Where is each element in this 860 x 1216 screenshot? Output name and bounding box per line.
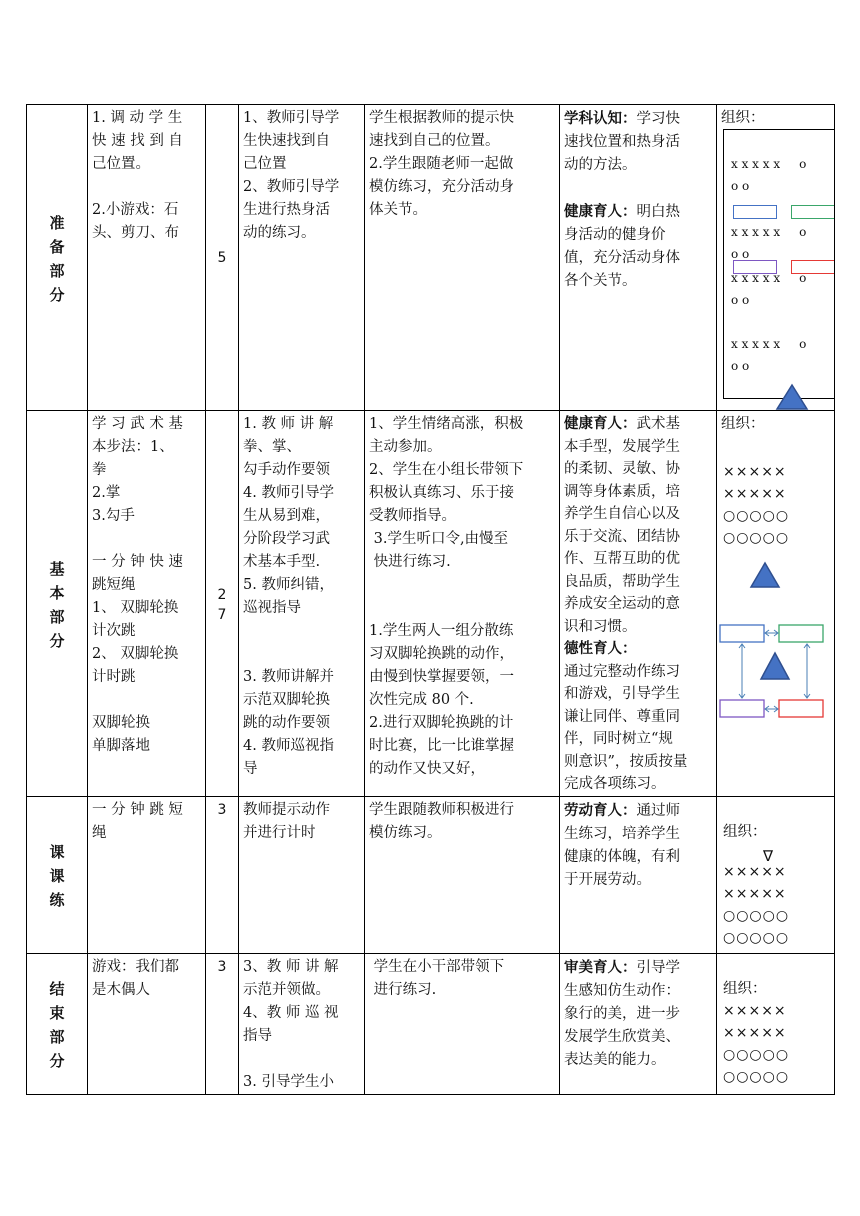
content-cell: 一 分 钟 跳 短 绳 xyxy=(88,797,206,954)
edu-label: 健康育人： xyxy=(564,415,637,432)
teacher-marker-icon: ∇ xyxy=(763,847,774,865)
edu-text: 明白热 身活动的健身价 值，充分活动身体 各个关节。 xyxy=(564,204,680,289)
row-closing xyxy=(27,954,835,1095)
formation-row: ○○○○○ xyxy=(723,930,790,946)
section-label: 结束部分 xyxy=(27,954,88,1095)
org-title: 组织： xyxy=(721,110,765,126)
edu-label: 劳动育人： xyxy=(564,802,637,819)
formation-row: ××××× xyxy=(723,864,787,880)
student-cell: 学生跟随教师积极进行 模仿练习。 xyxy=(365,797,560,954)
content-cell: 1. 调 动 学 生 快 速 找 到 自 己位置。 2.小游戏：石 头、剪刀、布 xyxy=(88,105,206,411)
edu-text: 引导学 生感知仿生动作： 象行的美，进一步 发展学生欣赏美、 表达美的能力。 xyxy=(564,960,680,1068)
teacher-triangle-icon xyxy=(749,561,781,589)
student-cell: 学生在小干部带领下 进行练习. xyxy=(365,954,560,1095)
edu-text: 通过完整动作练习 和游戏，引导学生 谦让同伴、尊重同 伴，同时树立“规 则意识”，按质按量 完成各项练习。 xyxy=(564,663,688,792)
edu-label: 德性育人： xyxy=(564,640,637,657)
student-cell: 1、学生情绪高涨，积极 主动参加。 2、学生在小组长带领下 积极认真练习、乐于接 受教师指导。 3.学生听口令,由慢至 快进行练习. 1.学生两人一组分散练 习双脚轮换跳的动作， 由慢到快掌握要领，一 次性完成 80 个. 2.进行双脚轮换跳的计 时比赛，比一比谁掌握 的动作又快又好， xyxy=(365,411,560,797)
formation-row: ○○○○○ xyxy=(723,530,790,546)
teacher-cell: 教师提示动作 并进行计时 xyxy=(239,797,365,954)
student-cell: 学生根据教师的提示快 速找到自己的位置。 2.学生跟随老师一起做 模仿练习，充分活动身 体关节。 xyxy=(365,105,560,411)
section-label: 课课练 xyxy=(27,797,88,954)
formation-row: x x x x x o o o xyxy=(731,271,807,307)
education-cell xyxy=(560,954,717,1095)
edu-label: 健康育人： xyxy=(564,203,637,220)
formation-row: ××××× xyxy=(723,464,787,480)
section-label: 准备部分 xyxy=(27,105,88,411)
section-label: 基本部分 xyxy=(27,411,88,797)
formation-row: ○○○○○ xyxy=(723,508,790,524)
minutes-cell: 2 7 xyxy=(206,411,239,797)
organization-cell xyxy=(717,411,835,797)
content-cell: 学 习 武 术 基 本步法：1、 拳 2.掌 3.勾手 一 分 钟 快 速 跳短绳 1、 双脚轮换 计次跳 2、 双脚轮换 计时跳 双脚轮换 单脚落地 xyxy=(88,411,206,797)
formation-row: x x x x x o o o xyxy=(731,337,807,373)
edu-text: 通过师 生练习，培养学生 健康的体魄，有利 于开展劳动。 xyxy=(564,803,680,888)
group-box-green xyxy=(791,205,835,219)
edu-label: 审美育人： xyxy=(564,959,637,976)
organization-cell xyxy=(717,797,835,954)
minutes-cell: 3 xyxy=(206,954,239,1095)
formation-row: x x x x x o o o xyxy=(731,225,807,261)
edu-text: 武术基 本手型，发展学生 的柔韧、灵敏、协 调等身体素质，培 养学生自信心以及 乐于交流、团结协 作、互帮互助的优 良品质，帮助学生 养成安全运动的意 识和习惯。 xyxy=(564,416,680,635)
formation-row: ××××× xyxy=(723,486,787,502)
education-cell xyxy=(560,797,717,954)
group-box-blue xyxy=(733,205,777,219)
lesson-plan-table xyxy=(26,104,835,1095)
education-cell xyxy=(560,105,717,411)
formation-row: ××××× xyxy=(723,1025,787,1041)
edu-label: 学科认知： xyxy=(564,110,637,127)
edu-text: 学习快 速找位置和热身活 动的方法。 xyxy=(564,111,680,173)
teacher-cell: 1、教师引导学 生快速找到自 己位置 2、教师引导学 生进行热身活 动的练习。 xyxy=(239,105,365,411)
content-cell: 游戏：我们都 是木偶人 xyxy=(88,954,206,1095)
formation-row: x x x x x o o o xyxy=(731,157,807,193)
org-title: 组织： xyxy=(721,416,765,432)
row-warmup xyxy=(27,105,835,411)
formation-row: ××××× xyxy=(723,886,787,902)
minutes-cell: 3 xyxy=(206,797,239,954)
minutes-cell: 5 xyxy=(206,105,239,411)
row-practice xyxy=(27,797,835,954)
formation-row: ○○○○○ xyxy=(723,1047,790,1063)
education-cell xyxy=(560,411,717,797)
teacher-triangle-icon xyxy=(775,383,809,411)
teacher-cell: 1. 教 师 讲 解 拳、掌、 勾手动作要领 4. 教师引导学 生从易到难， 分阶段学习武 术基本手型. 5. 教师纠错， 巡视指导 3. 教师讲解并 示范双脚轮换 跳的动作要领 4. 教师巡视指 导 xyxy=(239,411,365,797)
organization-cell xyxy=(717,954,835,1095)
formation-row: ××××× xyxy=(723,1003,787,1019)
formation-row: ○○○○○ xyxy=(723,1069,790,1085)
teacher-cell: 3、教 师 讲 解 示范并领做。 4、教 师 巡 视 指导 3. 引导学生小 xyxy=(239,954,365,1095)
rotation-diagram xyxy=(717,623,829,723)
formation-row: ○○○○○ xyxy=(723,908,790,924)
row-basic xyxy=(27,411,835,797)
org-title: 组织： xyxy=(723,824,767,840)
organization-cell xyxy=(717,105,835,411)
org-title: 组织： xyxy=(723,981,767,997)
